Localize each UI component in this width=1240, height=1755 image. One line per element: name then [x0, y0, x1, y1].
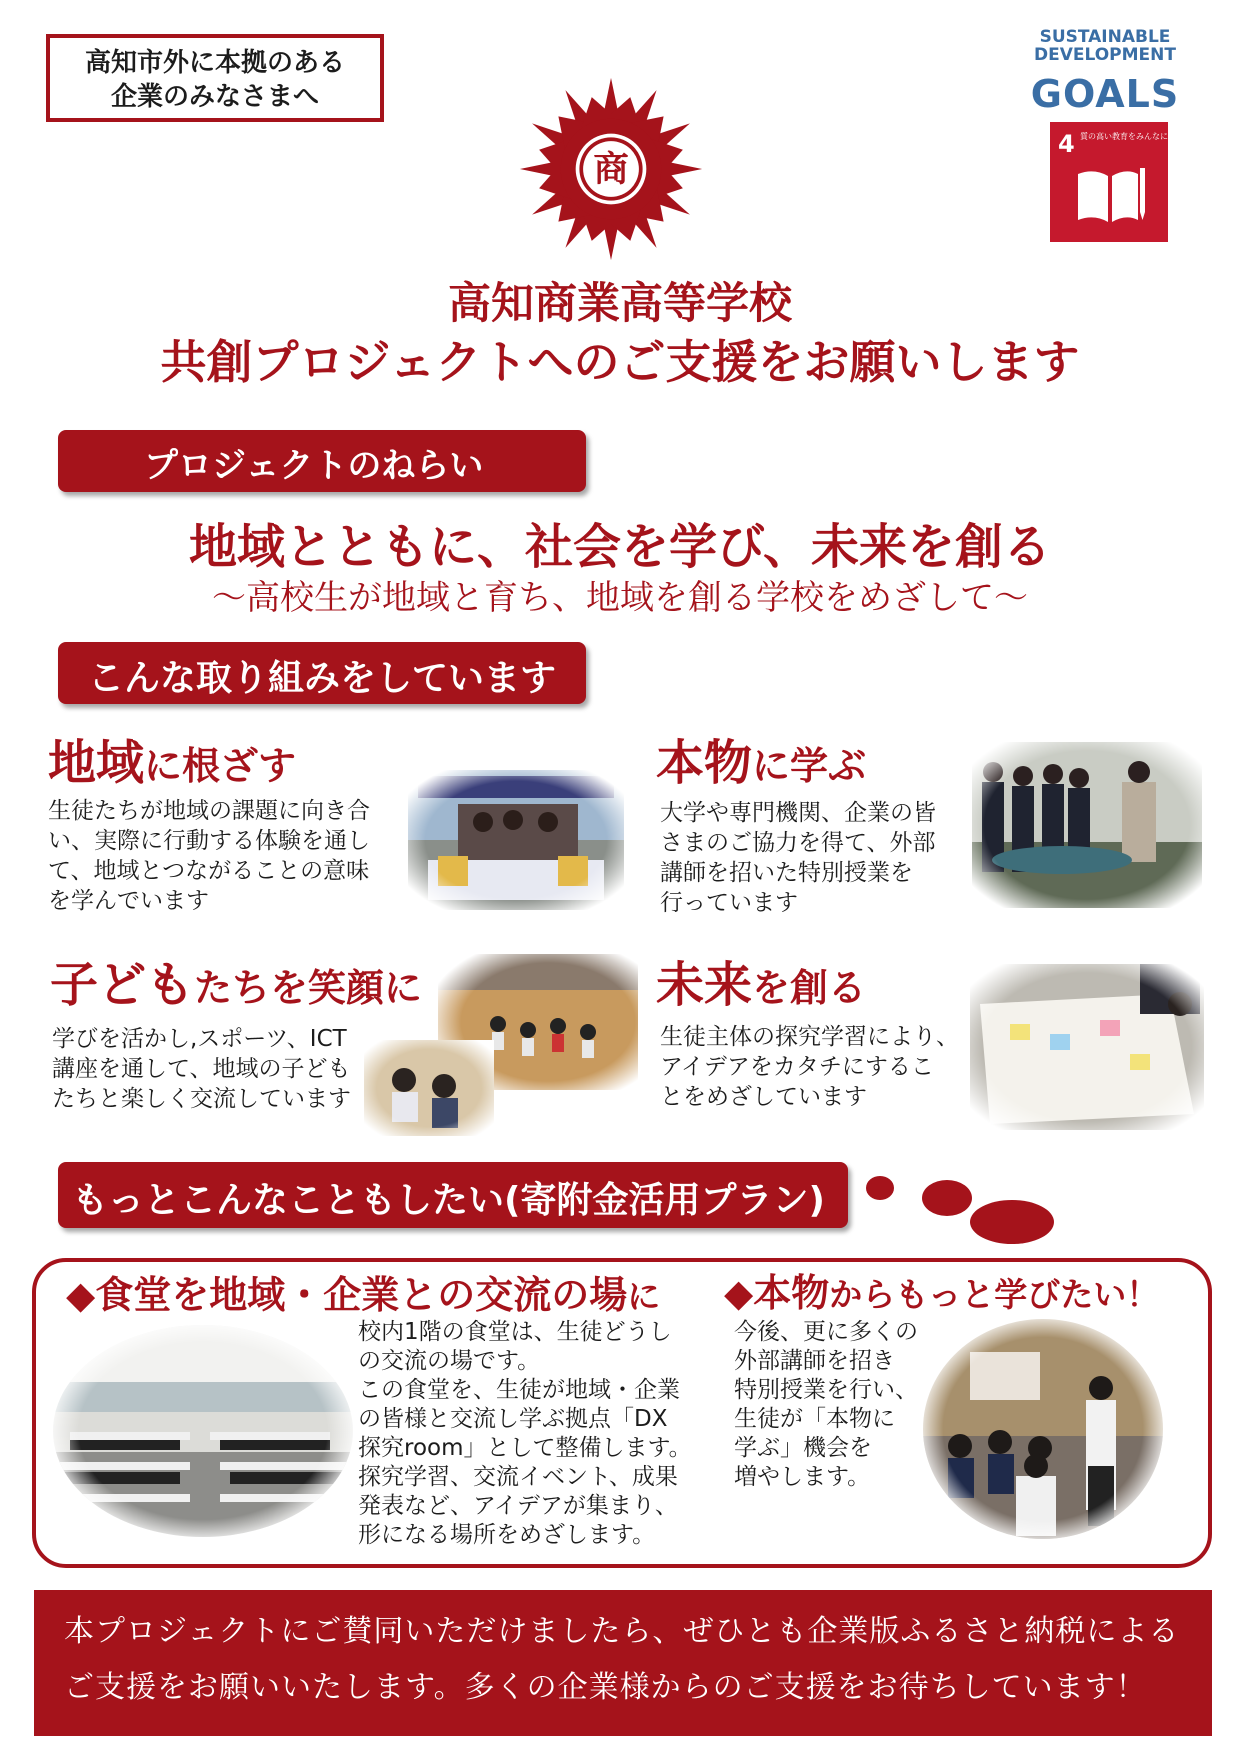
activity-heading-3 — [50, 946, 422, 1015]
text-line: 講座を通して、地域の子ども — [52, 1056, 351, 1082]
plan-heading-1-big: ◆食堂を地域・企業との交流の場 — [66, 1273, 628, 1317]
text-line: 探究room」として整備します。 — [358, 1435, 692, 1461]
aim-subtitle: ～高校生が地域と育ち、地域を創る学校をめざして～ — [212, 578, 1028, 618]
activities-tab: こんな取り組みをしています — [58, 642, 586, 704]
activity-heading-1 — [48, 724, 296, 793]
text-line: 探究学習、交流イベント、成果 — [358, 1464, 678, 1490]
photo-lecture — [920, 1316, 1166, 1542]
footer-line-2: ご支援をお願いいたします。多くの企業様からのご支援をお待ちしています！ — [64, 1670, 1147, 1705]
text-line: 講師を招いた特別授業を — [660, 860, 913, 886]
footer-line-1: 本プロジェクトにご賛同いただけましたら、ぜひとも企業版ふるさと納税による — [64, 1614, 1180, 1649]
text-line: 生徒が「本物に — [734, 1406, 895, 1432]
text-line: 生徒たちが地域の課題に向き合 — [48, 798, 370, 824]
photo-workshop — [970, 964, 1204, 1130]
activity-text-3 — [52, 1024, 351, 1114]
footer-banner — [34, 1590, 1212, 1736]
text-line: 外部講師を招き — [734, 1348, 895, 1374]
plan-heading-2-small: からもっと学びたい！ — [829, 1275, 1160, 1314]
plan-heading-2 — [724, 1262, 1159, 1317]
school-emblem-icon — [518, 76, 704, 262]
plans-tab: もっとこんなこともしたい(寄附金活用プラン) — [58, 1162, 848, 1228]
activity-text-2 — [660, 798, 936, 918]
text-line: 学ぶ」機会を — [734, 1435, 872, 1461]
text-line: さまのご協力を得て、外部 — [660, 830, 936, 856]
activity-heading-1-big: 地域 — [48, 735, 145, 791]
thought-dot-small — [866, 1176, 894, 1200]
text-line: を学んでいます — [48, 888, 209, 914]
activity-heading-2-big: 本物 — [656, 735, 753, 791]
aim-tab: プロジェクトのねらい — [58, 430, 586, 492]
plan-text-2 — [734, 1318, 918, 1492]
text-line: 校内1階の食堂は、生徒どうし — [358, 1319, 672, 1345]
text-line: て、地域とつながることの意味 — [48, 858, 370, 884]
plan-text-1 — [358, 1318, 692, 1550]
text-line: 行っています — [660, 890, 798, 916]
text-line: い、実際に行動する体験を通し — [48, 828, 370, 854]
emblem-char: 商 — [593, 149, 629, 191]
notice-line-1: 高知市外に本拠のある — [84, 48, 345, 78]
thought-dot-large — [970, 1200, 1054, 1244]
text-line: 学びを活かし,スポーツ、ICT — [52, 1026, 347, 1052]
sdg-goal-text: 質の高い教育をみんなに — [1080, 132, 1168, 141]
text-line: アイデアをカタチにするこ — [660, 1054, 934, 1080]
text-line: この食堂を、生徒が地域・企業 — [358, 1377, 680, 1403]
book-icon — [1074, 164, 1148, 228]
text-line: 大学や専門機関、企業の皆 — [660, 800, 936, 826]
sdg-goal-4-icon — [1050, 122, 1168, 242]
photo-cafeteria — [50, 1322, 356, 1540]
photo-plants — [972, 742, 1202, 908]
aim-slogan: 地域とともに、社会を学び、未来を創る — [188, 519, 1052, 575]
sdg-goals-text: GOALS — [1030, 72, 1180, 116]
sdg-line-2: DEVELOPMENT — [1034, 45, 1176, 65]
notice-box — [46, 34, 384, 122]
sdg-line-1: SUSTAINABLE — [1039, 27, 1171, 47]
photo-children — [364, 1040, 494, 1136]
activity-heading-4 — [656, 946, 866, 1015]
page-title: 高知商業高等学校 — [448, 279, 792, 329]
text-line: 発表など、アイデアが集まり、 — [358, 1493, 678, 1519]
text-line: 形になる場所をめざします。 — [358, 1522, 656, 1548]
activity-heading-4-big: 未来 — [656, 957, 753, 1013]
thought-dot-medium — [922, 1180, 972, 1216]
photo-booth — [408, 770, 624, 910]
sdg-goal-number: 4 — [1058, 130, 1075, 158]
activity-heading-3-small: たちを笑顔に — [194, 966, 423, 1010]
text-line: 今後、更に多くの — [734, 1319, 918, 1345]
text-line: たちと楽しく交流しています — [52, 1086, 351, 1112]
activity-text-1 — [48, 796, 370, 916]
text-line: 増やします。 — [734, 1464, 871, 1490]
activity-heading-3-big: 子ども — [50, 957, 195, 1013]
plan-heading-1 — [66, 1264, 660, 1319]
sdg-wordmark — [1030, 28, 1180, 64]
activity-text-4 — [660, 1022, 959, 1112]
page-subtitle: 共創プロジェクトへのご支援をお願いします — [160, 335, 1080, 389]
text-line: 特別授業を行い、 — [734, 1377, 918, 1403]
activity-heading-4-small: を創る — [752, 966, 867, 1010]
plan-heading-2-big: ◆本物 — [724, 1271, 830, 1315]
text-line: の皆様と交流し学ぶ拠点「DX — [358, 1406, 668, 1432]
activity-heading-1-small: に根ざす — [144, 744, 297, 788]
notice-line-2: 企業のみなさまへ — [110, 82, 319, 112]
text-line: 生徒主体の探究学習により、 — [660, 1024, 959, 1050]
text-line: とをめざしています — [660, 1084, 867, 1110]
plan-heading-1-small: に — [627, 1277, 661, 1316]
activity-heading-2-small: に学ぶ — [752, 744, 867, 788]
activity-heading-2 — [656, 724, 866, 793]
text-line: の交流の場です。 — [358, 1348, 541, 1374]
